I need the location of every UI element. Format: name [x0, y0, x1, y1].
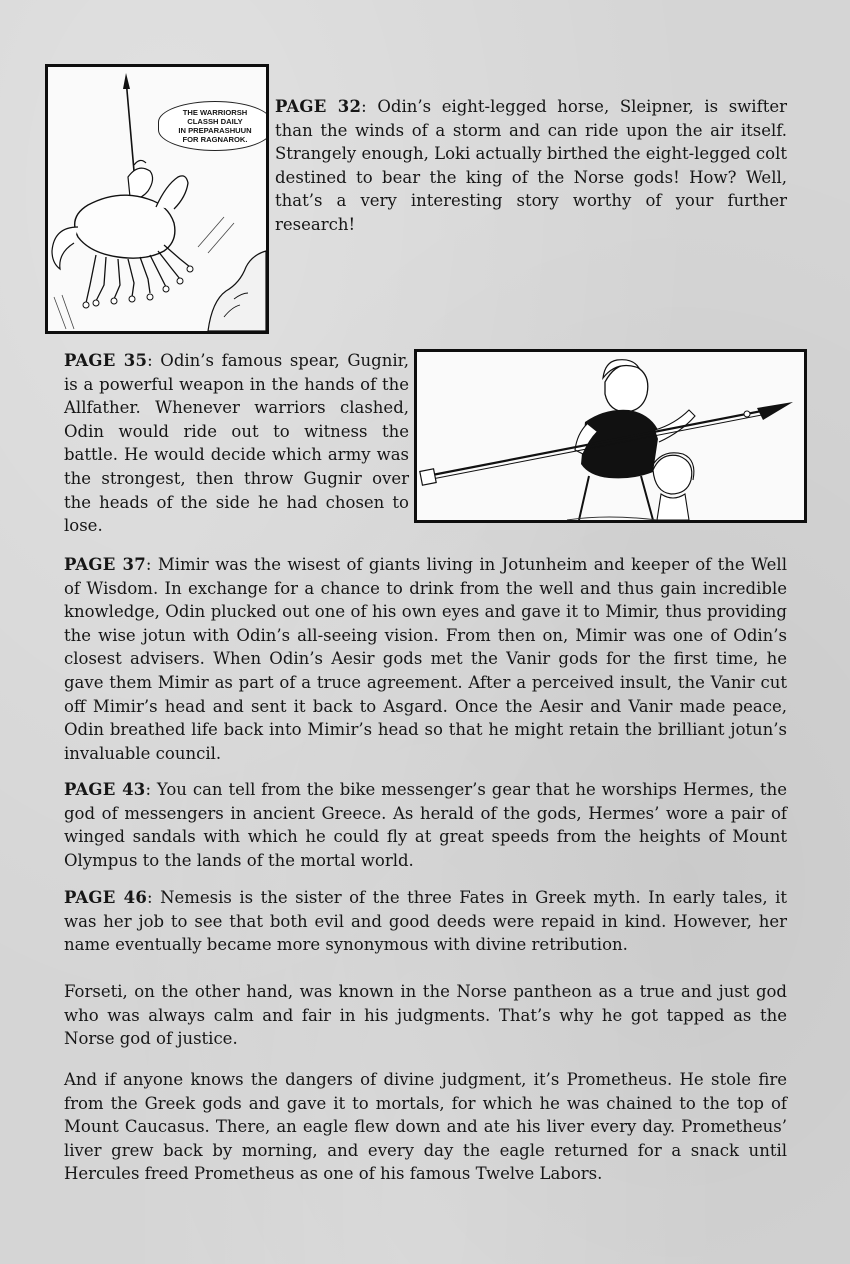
paragraph-prometheus: And if anyone knows the dangers of divine judgment, it’s Prometheus. He stole fire from the Greek gods and gave it to mortals, for which he was chained to the top of Mount Caucasus. There, an eagle flew down and ate his liver every day. Prometheus’ liver grew back by morning, and every day the eagle returned for a snack until Hercules freed Prometheus as one of his famous Twelve Labors. — [64, 1070, 787, 1184]
note-page-46 — [64, 886, 787, 957]
gugnir-illustration — [417, 352, 804, 520]
comic-panel-gugnir — [414, 349, 807, 523]
note-label: PAGE 46 — [64, 888, 148, 907]
note-page-37 — [64, 553, 787, 765]
speech-bubble: THE WARRIORSH CLASSH DAILY IN PREPARASHUUN FOR RAGNAROK. — [158, 101, 269, 151]
note-label: PAGE 35 — [64, 351, 148, 370]
note-text: : You can tell from the bike messenger’s gear that he worships Hermes, the god of messengers in ancient Greece. As herald of the gods, Hermes’ wore a pair of winged sandals with which he could fly at great speeds from the heights of Mount Olympus to the lands of the mortal world. — [64, 780, 787, 870]
note-label: PAGE 43 — [64, 780, 146, 799]
note-label: PAGE 37 — [64, 555, 146, 574]
note-page-32 — [275, 95, 787, 237]
note-page-35 — [64, 349, 409, 538]
paragraph-forseti: Forseti, on the other hand, was known in the Norse pantheon as a true and just god who was always calm and fair in his judgments. That’s why he got tapped as the Norse god of justice. — [64, 982, 787, 1049]
note-text: : Nemesis is the sister of the three Fates in Greek myth. In early tales, it was her job to see that both evil and good deeds were repaid in kind. However, her name eventually became more synonymous with divine retribution. — [64, 888, 787, 955]
note-text: : Mimir was the wisest of giants living in Jotunheim and keeper of the Well of Wisdom. In exchange for a chance to drink from the well and thus gain incredible knowledge, Odin plucked out one of his own eyes and gave it to Mimir, thus providing the wise jotun with Odin’s all-seeing vision. From then on, Mimir was one of Odin’s closest advisers. When Odin’s Aesir gods met the Vanir gods for the first time, he gave them Mimir as part of a truce agreement. After a perceived insult, the Vanir cut off Mimir’s head and sent it back to Asgard. Once the Aesir and Vanir made peace, Odin breathed life back into Mimir’s head so that he might retain the brilliant jotun’s invaluable council. — [64, 555, 787, 763]
note-text: : Odin’s famous spear, Gugnir, is a powerful weapon in the hands of the Allfather. Whenever warriors clashed, Odin would ride out to witness the battle. He would decide which army was the strongest, then throw Gugnir over the heads of the side he had chosen to lose. — [64, 351, 409, 536]
comic-panel-sleipner — [45, 64, 269, 334]
note-text: : Odin’s eight-legged horse, Sleipner, is swifter than the winds of a storm and can ride upon the air itself. Strangely enough, Loki actually birthed the eight-legged colt destined to bear the king of the Norse gods! How? Well, that’s a very interesting story worthy of your further research! — [275, 97, 787, 234]
note-label: PAGE 32 — [275, 97, 362, 116]
note-page-43 — [64, 778, 787, 872]
